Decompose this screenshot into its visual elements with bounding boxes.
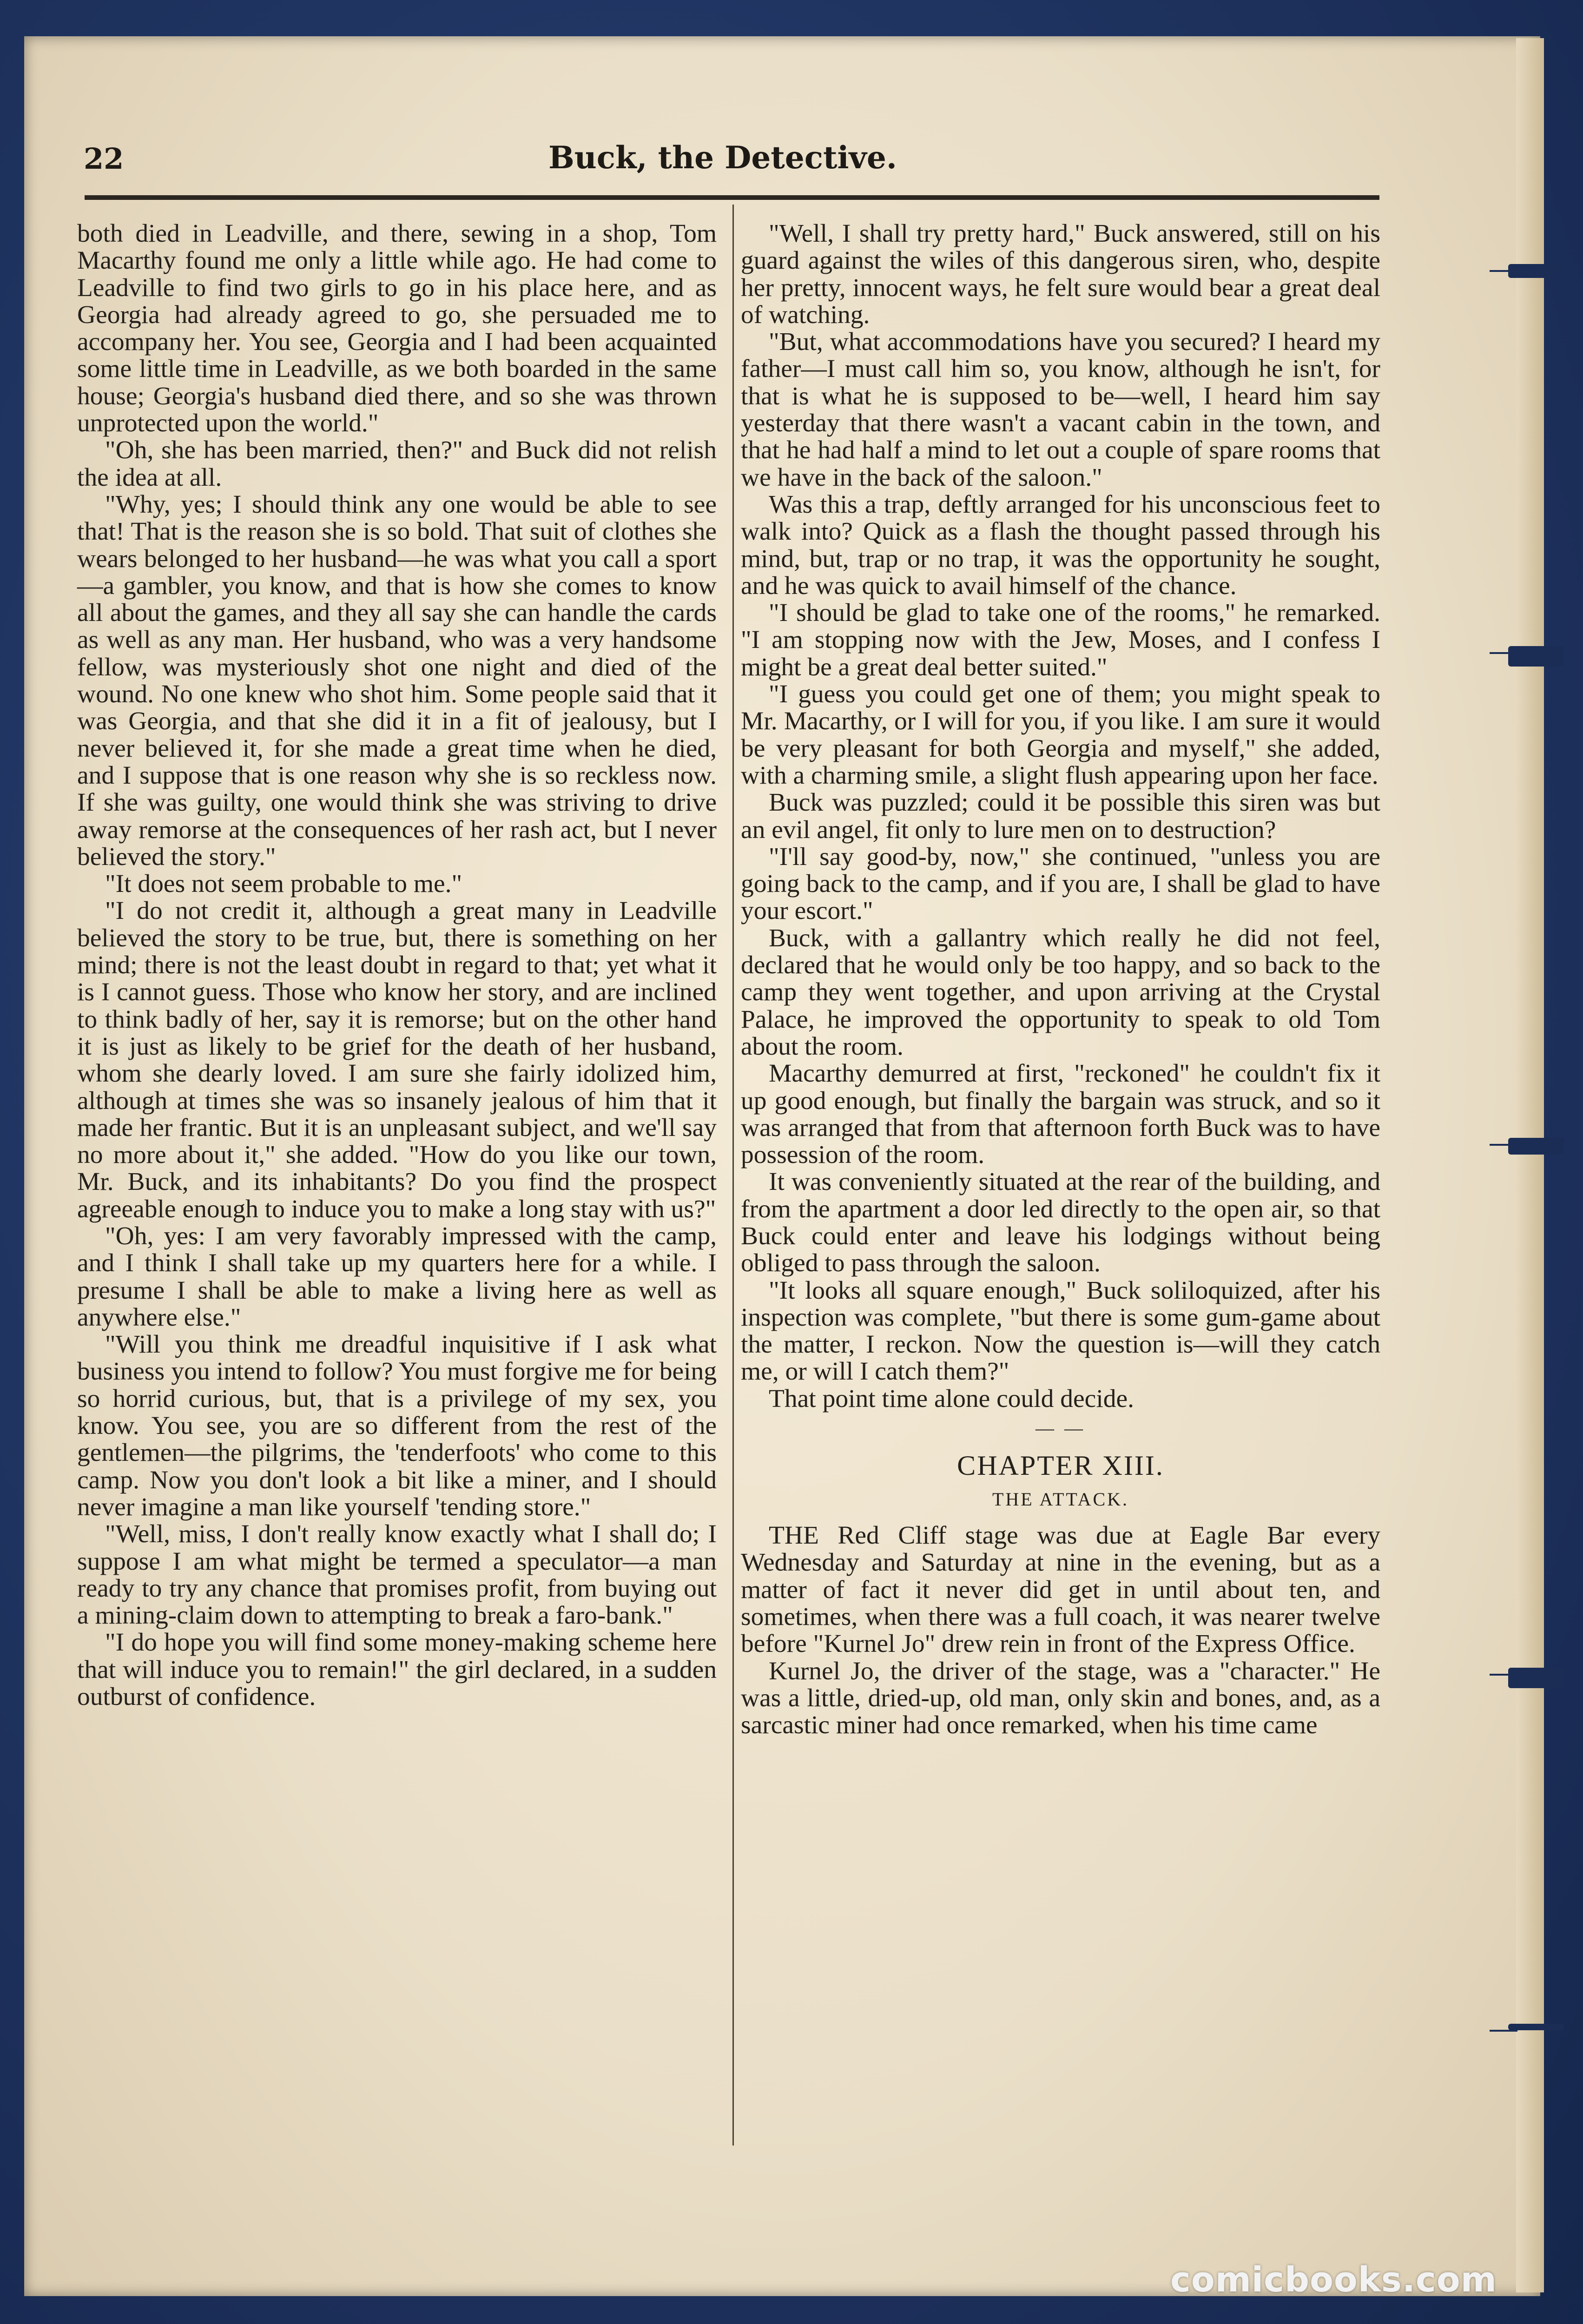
watermark: comicbooks.com xyxy=(1170,2260,1497,2300)
paragraph: "Well, miss, I don't really know exactly what I shall do; I suppose I am what might be termed a speculator—a man ready to try any chance that promises profit, from buying out a mining-claim down to attempting to break a faro-bank." xyxy=(77,1520,717,1630)
paragraph: Was this a trap, deftly arranged for his unconscious feet to walk into? Quick as a flash the thought passed through his mind, but, trap or no trap, it was the opportunity he sought, and he was quick to avail himself of the chance. xyxy=(741,490,1380,600)
paragraph: "Why, yes; I should think any one would be able to see that! That is the reason she is so bold. That suit of clothes she wears belonged to her husband—he was what you call a sport—a gambler, you know, and that is how she comes to know all about the games, and they all say she can handle the cards as well as any man. Her husband, who was a very handsome fellow, was mysteriously shot one night and died of the wound. No one knew who shot him. Some people said that it was Georgia, and that she did it in a fit of jealousy, but I never believed it, for she made a great time when he died, and I suppose that is one reason why she is so reckless now. If she was guilty, one would think she was striving to drive away remorse at the consequences of her rash act, but I never believed the story." xyxy=(77,490,717,871)
paragraph: "I guess you could get one of them; you might speak to Mr. Macarthy, or I will for you, if you like. I am sure it would be very pleasant for both Georgia and myself," she added, with a charming smile, a slight flush appearing upon her face. xyxy=(741,680,1380,790)
paragraph: "I do not credit it, although a great many in Leadville believed the story to be true, but, there is something on her mind; there is not the least doubt in regard to that; yet what it is I cannot guess. Those who know her story, and are inclined to think badly of her, say it is remorse; but on the other hand it is just as likely to be grief for the death of her husband, whom she dearly loved. I am sure she fairly idolized him, although at times she was so insanely jealous of him that it made her frantic. But it is an unpleasant subject, and we'll say no more about it," she added. "How do you like our town, Mr. Buck, and its inhabitants? Do you find the prospect agreeable enough to induce you to make a long stay with us?" xyxy=(77,897,717,1223)
paragraph: It was conveniently situated at the rear of the building, and from the apartment a door led directly to the open air, so that Buck could enter and leave his lodgings without being obliged to pass through the saloon. xyxy=(741,1168,1380,1278)
paragraph: "Oh, she has been married, then?" and Buck did not relish the idea at all. xyxy=(77,436,717,492)
paragraph: "It looks all square enough," Buck soliloquized, after his inspection was complete, "but there is some gum-game about the matter, I reckon. Now the question is—will they catch me, or will I catch them?" xyxy=(741,1276,1380,1386)
header-rule xyxy=(85,195,1379,200)
paragraph: "Oh, yes: I am very favorably impressed with the camp, and I think I shall take up my quarters here for a while. I presume I shall be able to make a living here as well as anywhere else." xyxy=(77,1221,717,1332)
binding-stitch xyxy=(1508,1668,1564,1688)
paragraph: "I'll say good-by, now," she continued, "unless you are going back to the camp, and if you are, I shall be glad to have your escort." xyxy=(741,842,1380,925)
paragraph: Buck was puzzled; could it be possible this siren was but an evil angel, fit only to lure men on to destruction? xyxy=(741,788,1380,844)
paragraph: Kurnel Jo, the driver of the stage, was a "character." He was a little, dried-up, old man, only skin and bones, and, as a sarcastic miner had once remarked, when his time came xyxy=(741,1657,1380,1740)
running-title: Buck, the Detective. xyxy=(548,139,897,176)
binding-stitch xyxy=(1508,264,1564,278)
paragraph: "I should be glad to take one of the rooms," he remarked. "I am stopping now with the Jew, Moses, and I confess I might be a great deal better suited." xyxy=(741,599,1380,681)
paragraph: "Will you think me dreadful inquisitive if I ask what business you intend to follow? You must forgive me for being so horrid curious, but, that is a privilege of my sex, you know. You see, you are so different from the rest of the gentlemen—the pilgrims, the 'tenderfoots' who come to this camp. Now you don't look a bit like a miner, and I should never imagine a man like yourself 'tending store." xyxy=(77,1330,717,1521)
paragraph: "I do hope you will find some money-making scheme here that will induce you to remain!" the girl declared, in a sudden outburst of confidence. xyxy=(77,1628,717,1711)
binding-stitch xyxy=(1508,646,1564,667)
left-column xyxy=(77,220,717,1710)
page-spine-edge xyxy=(1516,38,1544,2292)
binding-stitch xyxy=(1508,2024,1564,2030)
chapter-separator: — — xyxy=(1036,1418,1086,1439)
paragraph: "But, what accommodations have you secured? I heard my father—I must call him so, you know, although he isn't, for that is what he is supposed to be—well, I heard him say yesterday that there wasn't a vacant cabin in the town, and that he had half a mind to let out a couple of spare rooms that we have in the back of the saloon." xyxy=(741,328,1380,492)
paragraph: Buck, with a gallantry which really he did not feel, declared that he would only be too happy, and so back to the camp they went together, and upon arriving at the Crystal Palace, he improved the opportunity to speak to old Tom about the room. xyxy=(741,924,1380,1061)
binding-stitch xyxy=(1508,1138,1564,1155)
paragraph: Macarthy demurred at first, "reckoned" he couldn't fix it up good enough, but finally the bargain was struck, and so it was arranged that from that afternoon forth Buck was to have possession of the room. xyxy=(741,1059,1380,1169)
paragraph: "Well, I shall try pretty hard," Buck answered, still on his guard against the wiles of this dangerous siren, who, despite her pretty, innocent ways, he felt sure would bear a great deal of watching. xyxy=(741,219,1380,329)
column-divider xyxy=(732,205,734,2146)
right-column xyxy=(741,220,1380,1739)
paragraph: That point time alone could decide. xyxy=(769,1384,1134,1413)
chapter-heading: CHAPTER XIII. xyxy=(957,1450,1164,1481)
chapter-subtitle: THE ATTACK. xyxy=(992,1489,1129,1510)
page-number: 22 xyxy=(84,142,124,176)
paragraph: THE Red Cliff stage was due at Eagle Bar every Wednesday and Saturday at nine in the evening, but as a matter of fact it never did get in until about ten, and sometimes, when there was a full coach, it was nearer twelve before "Kurnel Jo" drew rein in front of the Express Office. xyxy=(741,1521,1380,1658)
paragraph: "It does not seem probable to me." xyxy=(105,870,462,898)
paragraph: both died in Leadville, and there, sewing in a shop, Tom Macarthy found me only a little while ago. He had come to Leadville to find two girls to go in his place here, and as Georgia had already agreed to go, she persuaded me to accompany her. You see, Georgia and I had been acquainted some little time in Leadville, as we both boarded in the same house; Georgia's husband died there, and so she was thrown unprotected upon the world." xyxy=(77,219,717,438)
